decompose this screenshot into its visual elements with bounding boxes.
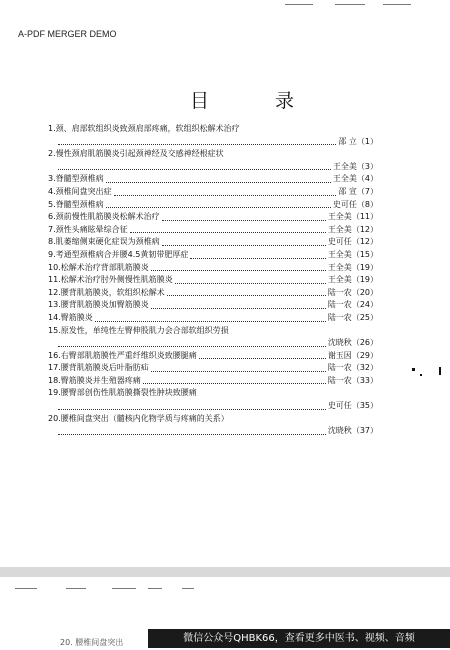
toc-leader-dots (114, 195, 337, 196)
toc-entry-title: 颈椎间盘突出症 (55, 186, 112, 196)
toc-entry-author: 王全美 (327, 249, 352, 259)
toc-entry-page: 32 (359, 363, 370, 373)
toc-entry-page: 33 (359, 375, 370, 385)
toc-entry-author: 王全美 (332, 174, 357, 184)
toc-entry-number: 15. (48, 325, 61, 335)
toc-entry-title: 腰背肌筋膜炎加臀筋膜炎 (60, 300, 149, 310)
toc-entry-number: 1. (48, 124, 56, 133)
toc-entry-number: 11. (48, 275, 61, 285)
toc-entry-title: 腰椎间盘突出（髓核内化物学质与疼痛的关系） (60, 413, 229, 423)
toc-entry-title: 颈前慢性肌筋膜炎松解术治疗 (55, 212, 160, 222)
toc-entry-title: 脊髓型颈椎病 (55, 199, 104, 209)
toc-entry-title: 颈、肩部软组织炎致颈肩部疼痛，软组织松解术治疗 (55, 124, 240, 133)
toc-entry-number: 9. (48, 249, 56, 259)
promo-banner: 微信公众号QHBK66，查看更多中医书、视频、音频 (148, 629, 450, 648)
toc-leader-dots (143, 383, 326, 384)
toc-entry-title: 松解术治疗肘外侧慢性肌筋膜炎 (60, 275, 173, 285)
toc-leader-dots (151, 371, 326, 372)
toc-entry-number: 17. (48, 363, 61, 373)
toc-entry-ref: 邵 立（1） (338, 136, 378, 146)
toc-entry (48, 325, 378, 350)
toc-entry-ref: 谢玉因（29） (327, 350, 378, 360)
toc-leader-dots (151, 270, 326, 271)
toc-leader-dots (199, 358, 326, 359)
toc-entry-title: 肌萎缩侧束硬化症误为颈椎病 (55, 237, 160, 247)
toc-entry (48, 249, 378, 262)
toc-entry (48, 173, 378, 186)
toc-entry-title: 原发性，单纯性左臀伸股肌力会合部软组织劳损 (60, 325, 229, 335)
toc-entry-author: 王全美 (332, 161, 357, 171)
toc-entry (48, 148, 378, 173)
toc-entry-title: 右臀部肌筋膜性严重纤维织炎致腰腿痛 (60, 350, 197, 360)
toc-entry-author: 史可任 (327, 401, 352, 411)
toc-entry (48, 299, 378, 312)
toc-entry-ref: 陆一农（24） (327, 300, 378, 310)
toc-leader-dots (167, 295, 326, 296)
toc-entry-author: 王全美 (327, 275, 352, 285)
toc-entry-author: 史可任 (327, 237, 352, 247)
toc-entry (48, 387, 378, 412)
toc-entry-page: 25 (359, 312, 370, 322)
toc-entry (48, 375, 378, 388)
toc-entry (48, 236, 378, 249)
toc-entry-number: 6. (48, 212, 56, 222)
toc-leader-dots (58, 346, 326, 347)
toc-entry-title: 臀筋膜炎 (60, 312, 93, 322)
page-title: 目 录 (190, 90, 325, 112)
watermark-label: A-PDF MERGER DEMO (18, 29, 117, 39)
toc-leader-dots (106, 182, 331, 183)
toc-leader-dots (58, 144, 336, 145)
toc-entry-author: 王全美 (327, 262, 352, 272)
toc-entry (48, 262, 378, 275)
toc-entry (48, 186, 378, 199)
toc-entry-author: 陆一农 (327, 287, 352, 297)
toc-entry-ref: 王全美（19） (327, 262, 378, 272)
toc-entry-ref: 史可任（8） (332, 199, 378, 209)
toc-leader-dots (106, 207, 331, 208)
toc-entry-ref: 王全美（12） (327, 224, 378, 234)
toc-entry-page: 19 (359, 275, 370, 285)
toc-entry-page: 20 (359, 287, 370, 297)
toc-entry-author: 邵 立 (338, 136, 357, 146)
toc-entry-title: 腰背肌筋膜炎，软组织松解术 (60, 287, 165, 297)
toc-entry-title: 考通型颈椎病合并腰4.5黄韧带肥厚症 (55, 249, 189, 259)
toc-entry-author: 陆一农 (327, 300, 352, 310)
toc-entry-page: 29 (359, 350, 370, 360)
toc-leader-dots (175, 283, 326, 284)
next-page-text: 20. 腰椎间盘突出 (60, 638, 124, 647)
toc-entry-ref: 王全美（15） (327, 249, 378, 259)
toc-entry-title: 慢性颈肩肌筋膜炎引起颈神经及交感神经根症状 (55, 149, 224, 159)
toc-entry-ref: 陆一农（20） (327, 287, 378, 297)
toc-leader-dots (162, 220, 326, 221)
toc-entry-ref: 史可任（35） (327, 401, 378, 411)
toc-leader-dots (58, 434, 326, 435)
toc-entry-page: 1 (364, 136, 370, 146)
toc-entry-ref: 陆一农（32） (327, 363, 378, 373)
toc-leader-dots (130, 232, 326, 233)
toc-entry-page: 19 (359, 262, 370, 272)
toc-entry-ref: 沈晓秋（37） (327, 426, 378, 436)
toc-entry (48, 211, 378, 224)
toc-entry (48, 312, 378, 325)
toc-entry-number: 8. (48, 237, 56, 247)
toc-entry-author: 谢玉因 (327, 350, 352, 360)
toc-entry-page: 12 (359, 237, 370, 247)
toc-entry-number: 16. (48, 350, 61, 360)
toc-entry-page: 26 (359, 338, 370, 348)
toc-entry-page: 24 (359, 300, 370, 310)
toc-entry-page: 35 (359, 401, 370, 411)
toc-entry-page: 11 (359, 212, 370, 222)
toc-entry-number: 7. (48, 224, 56, 234)
toc-entry-page: 7 (364, 186, 370, 196)
toc-entry-ref: 史可任（12） (327, 237, 378, 247)
toc-entry-page: 15 (359, 249, 370, 259)
toc-entry-number: 18. (48, 375, 61, 385)
toc-entry-number: 10. (48, 262, 61, 272)
toc-entry-ref: 王全美（3） (332, 161, 378, 171)
toc-entry-title: 臀筋膜炎并生殖器疼痛 (60, 375, 141, 385)
toc-entry (48, 274, 378, 287)
toc-leader-dots (190, 258, 325, 259)
toc-entry-author: 陆一农 (327, 363, 352, 373)
toc-leader-dots (162, 245, 326, 246)
toc-entry (48, 199, 378, 212)
toc-entry-number: 13. (48, 300, 61, 310)
toc-entry-number: 5. (48, 199, 56, 209)
toc-entry-author: 陆一农 (327, 312, 352, 322)
toc-entry-ref: 王全美（4） (332, 174, 378, 184)
toc-leader-dots (95, 321, 326, 322)
toc-leader-dots (151, 308, 326, 309)
toc-entry-author: 王全美 (327, 212, 352, 222)
toc-entry-author: 邵 宣 (338, 186, 357, 196)
toc-entry (48, 123, 378, 148)
toc-entry-page: 8 (364, 199, 370, 209)
toc-entry-ref: 王全美（11） (327, 212, 378, 222)
toc-entry-title: 腰背肌筋膜炎后叶脂肪疝 (60, 363, 149, 373)
toc-entry-number: 4. (48, 186, 56, 196)
toc-leader-dots (58, 409, 326, 410)
toc-entry (48, 362, 378, 375)
toc-entry-number: 19. (48, 388, 61, 398)
toc-leader-dots (58, 169, 331, 170)
toc-entry-author: 王全美 (327, 224, 352, 234)
toc-entry-title: 松解术治疗背部肌筋膜炎 (60, 262, 149, 272)
toc-entry-page: 12 (359, 224, 370, 234)
toc-entry-title: 腰臀部创伤性肌筋膜撕裂性肿块致腰痛 (60, 388, 197, 398)
toc-entry-number: 20. (48, 413, 61, 423)
page-separator (0, 567, 450, 577)
toc-entry-ref: 陆一农（25） (327, 312, 378, 322)
toc-entry-page: 3 (364, 161, 370, 171)
toc-entry-title: 脊髓型颈椎病 (55, 174, 104, 184)
toc-entry-ref: 王全美（19） (327, 275, 378, 285)
toc-entry-author: 陆一农 (327, 375, 352, 385)
toc-entry (48, 287, 378, 300)
toc-entry-ref: 邵 宣（7） (338, 186, 378, 196)
toc-entry-author: 沈晓秋 (327, 426, 352, 436)
toc-entry-author: 沈晓秋 (327, 338, 352, 348)
toc-entry-number: 3. (48, 174, 56, 184)
toc-entry-number: 14. (48, 312, 61, 322)
toc-entry (48, 224, 378, 237)
toc-entry-page: 37 (359, 426, 370, 436)
toc-entry-author: 史可任 (332, 199, 357, 209)
toc-entry-page: 4 (364, 174, 370, 184)
table-of-contents (48, 123, 378, 438)
toc-entry-title: 颈性头痛眩晕综合征 (55, 224, 128, 234)
toc-entry (48, 350, 378, 363)
toc-entry-number: 2. (48, 149, 56, 159)
toc-entry (48, 413, 378, 438)
toc-entry-ref: 沈晓秋（26） (327, 338, 378, 348)
toc-entry-ref: 陆一农（33） (327, 375, 378, 385)
toc-entry-number: 12. (48, 287, 61, 297)
